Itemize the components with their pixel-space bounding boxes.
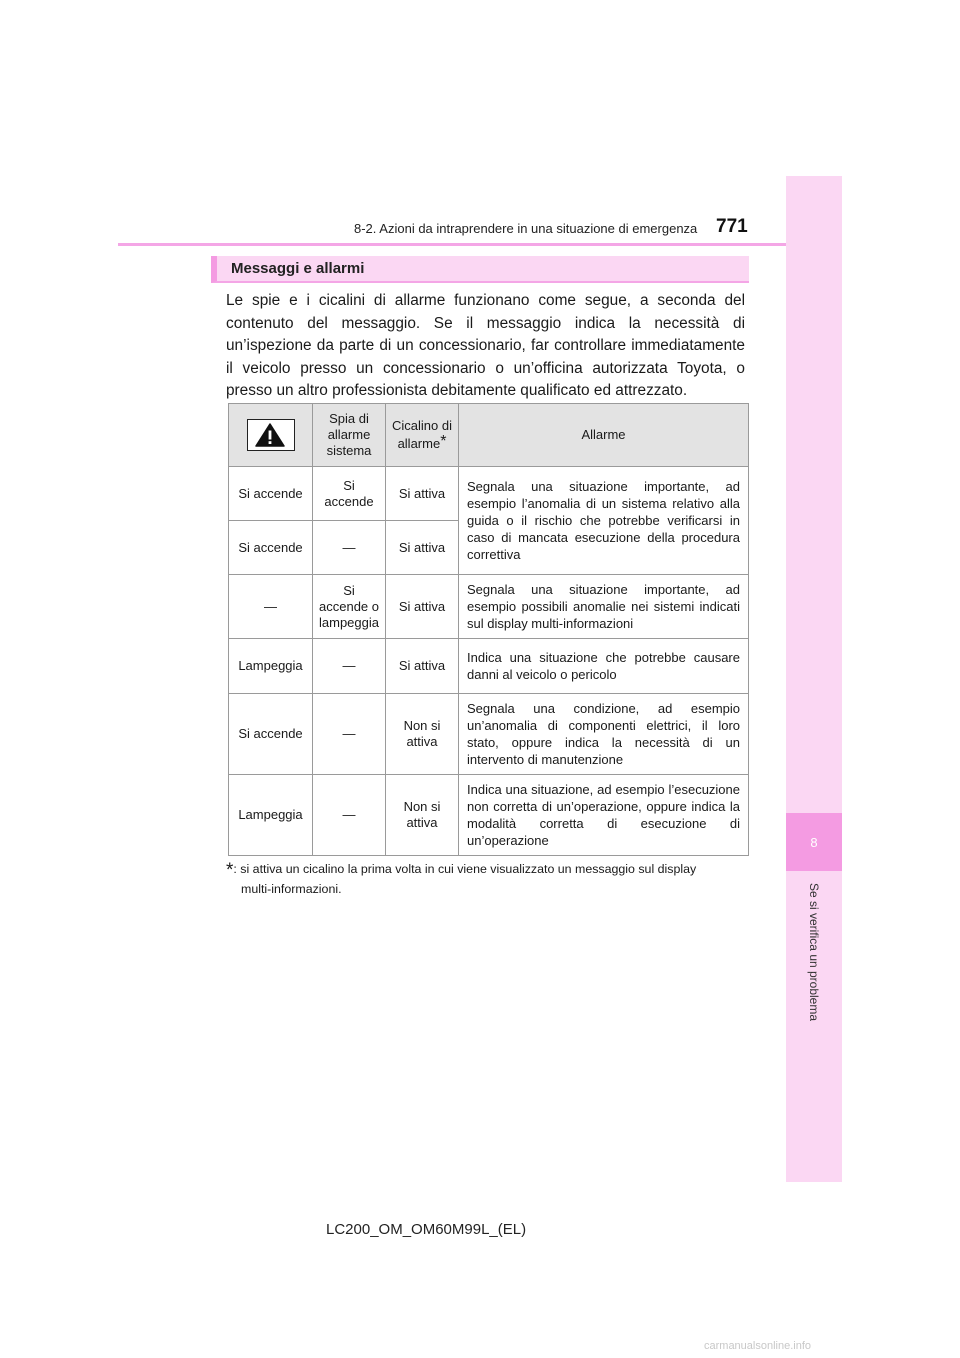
cell-spia-sistema: — xyxy=(313,775,386,856)
intro-paragraph: Le spie e i cicalini di allarme funzionano come segue, a seconda del contenuto del messaggio. Se il messaggio indica la necessità di un’ispezione da parte di un concessionario, far controllare immediatamente il veicolo presso un concessionario o un’officina autorizzata Toyota, o presso un altro professionista debitamente qualificato ed attrezzato. xyxy=(226,292,745,400)
cell-cicalino: Si attiva xyxy=(386,467,459,521)
section-title: Messaggi e allarmi xyxy=(231,260,365,277)
table-row xyxy=(229,467,749,521)
cell-spia-sistema: — xyxy=(313,639,386,694)
cell-cicalino: Non si attiva xyxy=(386,694,459,775)
table-row xyxy=(229,575,749,639)
watermark: carmanualsonline.info xyxy=(704,1340,812,1352)
table-row xyxy=(229,694,749,775)
col-header-allarme: Allarme xyxy=(459,404,749,467)
cell-spia: — xyxy=(229,575,313,639)
table-row xyxy=(229,639,749,694)
chapter-side-tab xyxy=(786,176,842,1182)
cell-allarme: Segnala una condizione, ad esempio un’anomalia di componenti elettrici, il loro stato, oppure indica la necessità di un intervento di manutenzione xyxy=(459,694,749,775)
col-header-spia-sistema: Spia di allarme sistema xyxy=(313,404,386,467)
cell-spia-sistema: Si accende xyxy=(313,467,386,521)
cell-allarme: Segnala una situazione importante, ad esempio possibili anomalie nei sistemi indicati sul display multi-informazioni xyxy=(459,575,749,639)
footnote xyxy=(226,860,748,898)
cell-cicalino: Non si attiva xyxy=(386,775,459,856)
page-number: 771 xyxy=(716,216,748,237)
alarm-table xyxy=(228,403,749,856)
document-code: LC200_OM_OM60M99L_(EL) xyxy=(326,1221,527,1238)
footnote-text: : si attiva un cicalino la prima volta in cui viene visualizzato un messaggio sul display xyxy=(233,862,697,876)
header-icon-cell xyxy=(229,404,313,467)
table-header-row xyxy=(229,404,749,467)
footnote-text-continued: multi-informazioni. xyxy=(241,882,342,896)
cell-cicalino: Si attiva xyxy=(386,521,459,575)
cell-cicalino: Si attiva xyxy=(386,575,459,639)
cell-spia-sistema: Si accende o lampeggia xyxy=(313,575,386,639)
cell-spia: Lampeggia xyxy=(229,775,313,856)
footnote-mark: * xyxy=(440,433,447,450)
warning-triangle-icon xyxy=(247,419,295,451)
col-header-cicalino: Cicalino di allarme* xyxy=(386,404,459,467)
cell-spia: Si accende xyxy=(229,521,313,575)
chapter-number: 8 xyxy=(786,813,842,871)
cell-spia-sistema: — xyxy=(313,521,386,575)
section-heading-bar xyxy=(211,256,749,283)
cell-allarme: Indica una situazione che potrebbe causare danni al veicolo o pericolo xyxy=(459,639,749,694)
cell-cicalino: Si attiva xyxy=(386,639,459,694)
footnote-mark: * xyxy=(226,860,234,881)
cell-spia: Si accende xyxy=(229,467,313,521)
cell-allarme: Indica una situazione, ad esempio l’esecuzione non corretta di un’operazione, oppure indica la modalità corretta di esecuzione di un’operazione xyxy=(459,775,749,856)
cell-spia-sistema: — xyxy=(313,694,386,775)
cell-allarme: Segnala una situazione importante, ad esempio l’anomalia di un sistema relativo alla guida o il rischio che potrebbe verificarsi in caso di mancata esecuzione della procedura correttiva xyxy=(459,467,749,575)
header-rule xyxy=(118,243,786,246)
table-row xyxy=(229,775,749,856)
running-header: 8-2. Azioni da intraprendere in una situazione di emergenza xyxy=(354,221,698,236)
cell-spia: Si accende xyxy=(229,694,313,775)
chapter-title: Se si verifica un problema xyxy=(807,882,821,1022)
cell-spia: Lampeggia xyxy=(229,639,313,694)
